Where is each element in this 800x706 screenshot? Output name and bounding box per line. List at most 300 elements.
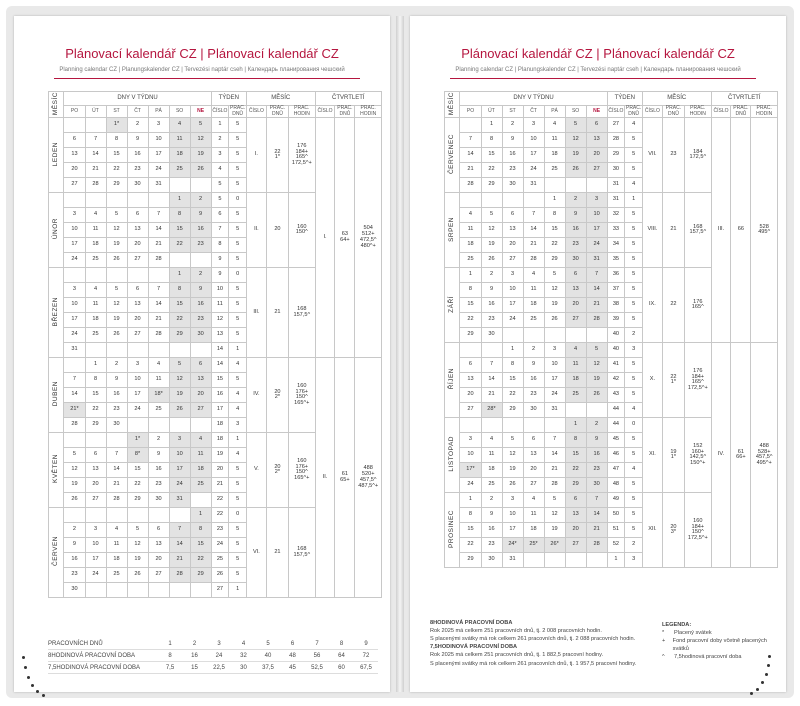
day-cell: 10	[127, 373, 148, 388]
week-workdays-cell: 5	[229, 538, 247, 553]
day-cell	[169, 178, 190, 193]
day-cell: 11	[544, 133, 565, 148]
day-cell: 9	[481, 508, 502, 523]
col-header-quarter-hours: PRAC. HODIN	[751, 106, 778, 118]
day-cell: 18	[85, 313, 106, 328]
day-cell: 17	[64, 313, 85, 328]
day-cell: 14	[148, 298, 169, 313]
day-cell: 3	[460, 433, 481, 448]
sunday-cell	[586, 178, 607, 193]
legend-item	[662, 629, 772, 637]
page-subtitle: Planning calendar CZ | Planungskalender CZ | Tervezési naptár cseh | Календарь планирования чешский	[455, 67, 741, 73]
month-name: KVĚTEN	[51, 454, 59, 484]
day-cell: 12	[565, 133, 586, 148]
day-cell: 7	[544, 433, 565, 448]
week-workdays-cell: 5	[625, 163, 643, 178]
week-workdays-cell: 5	[229, 118, 247, 133]
sunday-cell: 14	[586, 283, 607, 298]
day-cell: 27	[502, 253, 523, 268]
day-cell: 12	[169, 373, 190, 388]
week-number-cell: 23	[211, 523, 229, 538]
day-cell: 1	[481, 118, 502, 133]
week-workdays-cell: 5	[229, 463, 247, 478]
week-number-cell: 40	[607, 343, 625, 358]
day-cell: 3	[127, 358, 148, 373]
summary-value: 6	[290, 640, 295, 647]
week-number-cell: 19	[211, 448, 229, 463]
week-number-cell: 3	[211, 148, 229, 163]
day-cell: 26	[127, 568, 148, 583]
day-cell: 28	[148, 253, 169, 268]
day-cell: 1	[565, 418, 586, 433]
day-cell	[148, 583, 169, 598]
book-spine	[396, 16, 404, 692]
week-workdays-cell: 4	[625, 463, 643, 478]
day-cell: 22	[481, 163, 502, 178]
month-name-cell	[445, 493, 460, 568]
day-cell: 19	[64, 478, 85, 493]
day-cell: 10	[148, 133, 169, 148]
day-cell: 31	[502, 553, 523, 568]
day-cell: 24	[169, 478, 190, 493]
week-workdays-cell: 5	[625, 508, 643, 523]
day-cell: 28	[523, 253, 544, 268]
day-cell: 6	[502, 208, 523, 223]
day-cell: 9	[127, 133, 148, 148]
summary-values-days	[158, 641, 378, 647]
sunday-cell: 15	[190, 538, 211, 553]
month-hours-cell: 168 157,5^	[289, 508, 316, 598]
week-number-cell: 36	[607, 268, 625, 283]
day-cell: 23	[106, 403, 127, 418]
month-name: ŘÍJEN	[447, 368, 455, 390]
day-cell: 26	[502, 478, 523, 493]
quarter-number-cell: II.	[315, 358, 335, 598]
day-cell: 11	[85, 223, 106, 238]
day-cell: 14	[64, 388, 85, 403]
notes-line: S placenými svátky má rok celkem 261 pracovních dnů, tj. 1 957,5 pracovní hodiny.	[430, 660, 637, 667]
day-cell	[460, 418, 481, 433]
sunday-cell: 9	[190, 283, 211, 298]
week-number-cell: 40	[607, 328, 625, 343]
day-cell: 22	[85, 403, 106, 418]
calendar-week-row	[49, 118, 382, 133]
sunday-cell: 5	[586, 343, 607, 358]
day-cell: 25	[169, 163, 190, 178]
week-number-cell: 13	[211, 328, 229, 343]
day-cell: 10	[64, 223, 85, 238]
day-cell: 15	[169, 298, 190, 313]
day-cell: 26	[106, 328, 127, 343]
month-hours-cell: 160 150^	[289, 193, 316, 268]
week-number-cell: 44	[607, 418, 625, 433]
day-cell: 29	[460, 328, 481, 343]
day-cell: 19	[544, 298, 565, 313]
week-workdays-cell: 5	[625, 478, 643, 493]
day-cell: 11	[106, 538, 127, 553]
day-cell: 18	[106, 553, 127, 568]
working-time-notes	[430, 619, 660, 668]
week-number-cell: 2	[211, 133, 229, 148]
day-cell	[127, 193, 148, 208]
col-header-week-number: ČÍSLO	[211, 106, 229, 118]
week-number-cell: 39	[607, 313, 625, 328]
day-cell: 8	[460, 508, 481, 523]
day-cell: 11	[565, 358, 586, 373]
week-number-cell: 51	[607, 523, 625, 538]
sunday-cell: 14	[586, 508, 607, 523]
right-page	[410, 16, 786, 692]
notes-line: Rok 2025 má celkem 251 pracovních dnů, tj. 2 008 pracovních hodin.	[430, 628, 602, 635]
col-header-quarter-number: ČÍSLO	[315, 106, 335, 118]
day-cell: 20	[148, 553, 169, 568]
month-name-cell	[49, 433, 64, 508]
month-hours-cell: 152 160+ 142,5^ 150^+	[685, 418, 712, 493]
legend-symbol: *	[662, 630, 665, 637]
day-cell: 18	[460, 238, 481, 253]
notes-line: S placenými svátky má rok celkem 261 pracovních dnů, tj. 2 088 pracovních hodin.	[430, 636, 636, 643]
day-cell	[127, 508, 148, 523]
day-cell: 14	[169, 538, 190, 553]
day-cell: 17	[502, 298, 523, 313]
day-cell: 2	[64, 523, 85, 538]
day-cell: 7	[481, 358, 502, 373]
day-cell: 6	[523, 433, 544, 448]
binding-hole	[27, 676, 30, 679]
day-cell: 21	[148, 238, 169, 253]
day-cell: 2	[502, 118, 523, 133]
day-cell: 20	[127, 238, 148, 253]
sunday-cell: 24	[586, 238, 607, 253]
day-cell: 19	[544, 523, 565, 538]
day-cell: 22	[169, 313, 190, 328]
sunday-cell: 27	[190, 403, 211, 418]
week-workdays-cell: 5	[229, 553, 247, 568]
day-cell	[565, 403, 586, 418]
day-cell: 5	[64, 448, 85, 463]
quarter-workdays-cell: 61 65+	[335, 358, 355, 598]
day-cell: 22	[544, 238, 565, 253]
day-cell: 10	[169, 448, 190, 463]
day-cell: 23	[523, 388, 544, 403]
week-number-cell: 15	[211, 373, 229, 388]
day-cell	[85, 268, 106, 283]
day-cell: 24	[502, 313, 523, 328]
month-name: ČERVENEC	[447, 133, 455, 174]
day-cell: 19	[481, 238, 502, 253]
day-cell	[502, 418, 523, 433]
sunday-cell	[190, 418, 211, 433]
day-cell: 3	[64, 208, 85, 223]
month-hours-cell: 160 176+ 150^ 165^+	[289, 358, 316, 433]
day-cell: 20	[127, 313, 148, 328]
binding-hole	[767, 664, 770, 667]
sunday-cell: 6	[586, 118, 607, 133]
month-number-cell: VIII.	[642, 193, 662, 268]
weekday-header: PÁ	[148, 106, 169, 118]
holiday-cell: 1*	[106, 118, 127, 133]
day-cell: 10	[85, 538, 106, 553]
sunday-cell	[190, 343, 211, 358]
summary-row-days	[48, 638, 378, 650]
month-name: LEDEN	[51, 141, 59, 167]
sunday-cell: 9	[190, 208, 211, 223]
sunday-cell	[190, 583, 211, 598]
sunday-cell	[586, 328, 607, 343]
week-number-cell: 14	[211, 343, 229, 358]
day-cell: 1	[502, 343, 523, 358]
summary-label-8h: 8HODINOVÁ PRACOVNÍ DOBA	[48, 652, 136, 659]
day-cell: 1	[169, 193, 190, 208]
quarter-number-cell: III.	[711, 118, 731, 343]
month-workdays-cell: 22	[662, 268, 684, 343]
page-subtitle: Planning calendar CZ | Planungskalender CZ | Tervezési naptár cseh | Календарь планирования чешский	[59, 67, 345, 73]
week-workdays-cell: 5	[229, 313, 247, 328]
sunday-cell: 19	[586, 373, 607, 388]
sunday-cell: 27	[586, 163, 607, 178]
summary-values-8h	[158, 653, 378, 659]
month-hours-cell: 160 176+ 150^ 165^+	[289, 433, 316, 508]
day-cell: 6	[565, 268, 586, 283]
binding-hole	[36, 690, 39, 693]
week-number-cell: 11	[211, 298, 229, 313]
weekday-header: NE	[190, 106, 211, 118]
sunday-cell: 7	[586, 493, 607, 508]
week-number-cell: 50	[607, 508, 625, 523]
week-workdays-cell: 5	[625, 313, 643, 328]
sunday-cell	[586, 553, 607, 568]
week-workdays-cell: 0	[229, 193, 247, 208]
summary-value: 5	[266, 640, 270, 647]
weekday-header: PO	[460, 106, 481, 118]
weekday-header: ÚT	[85, 106, 106, 118]
sunday-cell: 2	[190, 268, 211, 283]
quarter-hours-cell: 504 512+ 472,5^ 480^+	[355, 118, 382, 358]
col-header-month-number: ČÍSLO	[246, 106, 266, 118]
week-workdays-cell: 5	[229, 178, 247, 193]
day-cell: 18	[523, 523, 544, 538]
week-number-cell: 5	[211, 193, 229, 208]
quarter-hours-cell: 488 528+ 457,5^ 495^+	[751, 343, 778, 568]
day-cell: 18	[85, 238, 106, 253]
col-header-quarter-days: PRAC. DNŮ	[335, 106, 355, 118]
binding-hole	[765, 673, 768, 676]
binding-hole	[768, 655, 771, 658]
summary-value: 67,5	[360, 664, 372, 671]
day-cell: 9	[565, 208, 586, 223]
holiday-cell: 8*	[127, 448, 148, 463]
day-cell: 4	[85, 283, 106, 298]
day-cell: 9	[502, 133, 523, 148]
day-cell: 30	[481, 553, 502, 568]
day-cell: 24	[148, 163, 169, 178]
day-cell: 3	[544, 343, 565, 358]
day-cell: 10	[64, 298, 85, 313]
month-name: ZÁŘÍ	[447, 295, 455, 313]
month-number-cell: IV.	[246, 358, 266, 433]
day-cell: 13	[502, 223, 523, 238]
day-cell: 14	[85, 148, 106, 163]
day-cell: 23	[148, 478, 169, 493]
weekday-header: SO	[565, 106, 586, 118]
day-cell: 18	[544, 148, 565, 163]
day-cell: 5	[544, 493, 565, 508]
day-cell: 26	[481, 253, 502, 268]
day-cell: 13	[127, 298, 148, 313]
day-cell: 28	[544, 478, 565, 493]
day-cell: 19	[106, 313, 127, 328]
day-cell	[64, 193, 85, 208]
header-month-summary: MĚSÍC	[246, 92, 315, 106]
week-number-cell: 37	[607, 283, 625, 298]
month-name-cell	[49, 508, 64, 598]
week-workdays-cell: 1	[229, 433, 247, 448]
day-cell: 30	[481, 328, 502, 343]
day-cell: 25	[544, 163, 565, 178]
calendar-table-left	[48, 91, 382, 598]
day-cell: 16	[481, 523, 502, 538]
page-title: Plánovací kalendář CZ | Plánovací kalendář CZ	[461, 46, 735, 61]
week-workdays-cell: 2	[625, 328, 643, 343]
week-workdays-cell: 4	[229, 403, 247, 418]
week-workdays-cell: 5	[229, 283, 247, 298]
day-cell: 3	[502, 268, 523, 283]
day-cell: 25	[148, 403, 169, 418]
sunday-cell: 28	[586, 538, 607, 553]
day-cell	[85, 193, 106, 208]
sunday-cell: 22	[190, 553, 211, 568]
day-cell: 3	[169, 433, 190, 448]
weekday-header: SO	[169, 106, 190, 118]
day-cell: 27	[64, 178, 85, 193]
day-cell: 30	[523, 403, 544, 418]
day-cell	[148, 343, 169, 358]
day-cell	[523, 553, 544, 568]
day-cell: 15	[169, 223, 190, 238]
day-cell: 15	[106, 148, 127, 163]
day-cell	[460, 343, 481, 358]
day-cell: 13	[85, 463, 106, 478]
day-cell	[169, 583, 190, 598]
day-cell: 31	[64, 343, 85, 358]
week-workdays-cell: 5	[625, 433, 643, 448]
header-weekdays: DNY V TÝDNU	[460, 92, 607, 106]
day-cell	[85, 433, 106, 448]
day-cell: 4	[523, 493, 544, 508]
holiday-cell: 21*	[64, 403, 85, 418]
day-cell: 20	[565, 298, 586, 313]
day-cell: 2	[481, 493, 502, 508]
summary-value: 7,5	[165, 664, 175, 671]
day-cell	[127, 418, 148, 433]
hours-summary-table	[48, 638, 378, 674]
day-cell: 22	[106, 163, 127, 178]
week-workdays-cell: 5	[229, 133, 247, 148]
sunday-cell: 17	[586, 223, 607, 238]
legend	[662, 621, 772, 662]
day-cell: 14	[148, 223, 169, 238]
notes-heading-8h: 8HODINOVÁ PRACOVNÍ DOBA	[430, 620, 513, 626]
summary-value: 7	[315, 640, 319, 647]
legend-item	[662, 653, 772, 661]
day-cell: 12	[544, 283, 565, 298]
week-workdays-cell: 5	[625, 133, 643, 148]
day-cell: 27	[148, 568, 169, 583]
day-cell: 13	[127, 223, 148, 238]
month-name: DUBEN	[51, 381, 59, 407]
week-workdays-cell: 5	[229, 493, 247, 508]
left-page	[14, 16, 390, 692]
notes-line: Rok 2025 má celkem 251 pracovních dnů, tj. 1 882,5 pracovní hodiny.	[430, 652, 604, 659]
day-cell: 18	[481, 463, 502, 478]
day-cell: 22	[565, 463, 586, 478]
day-cell: 14	[481, 373, 502, 388]
day-cell: 4	[169, 118, 190, 133]
day-cell: 16	[502, 148, 523, 163]
day-cell: 22	[502, 388, 523, 403]
sunday-cell: 12	[190, 133, 211, 148]
month-name: ČERVEN	[51, 536, 59, 567]
day-cell: 13	[565, 283, 586, 298]
calendar-table-right	[444, 91, 778, 568]
week-workdays-cell: 5	[625, 298, 643, 313]
day-cell: 31	[169, 493, 190, 508]
week-number-cell: 4	[211, 163, 229, 178]
week-workdays-cell: 5	[229, 148, 247, 163]
quarter-hours-cell: 488 520+ 457,5^ 487,5^+	[355, 358, 382, 598]
day-cell: 17	[85, 553, 106, 568]
day-cell: 6	[127, 283, 148, 298]
week-number-cell: 5	[211, 178, 229, 193]
day-cell: 28	[64, 418, 85, 433]
month-name: PROSINEC	[447, 509, 455, 548]
quarter-number-cell: IV.	[711, 343, 731, 568]
day-cell: 25	[85, 253, 106, 268]
month-name-cell	[49, 358, 64, 433]
summary-value: 72	[362, 652, 370, 659]
week-number-cell: 22	[211, 493, 229, 508]
day-cell: 2	[565, 193, 586, 208]
weekday-header: ST	[502, 106, 523, 118]
sunday-cell: 16	[586, 448, 607, 463]
month-name-cell	[445, 343, 460, 418]
month-hours-cell: 176 165^	[685, 268, 712, 343]
summary-row-8h	[48, 650, 378, 662]
week-workdays-cell: 3	[625, 553, 643, 568]
day-cell: 6	[85, 448, 106, 463]
day-cell: 23	[481, 538, 502, 553]
summary-value: 2	[192, 640, 197, 647]
calendar-week-row	[445, 118, 778, 133]
legend-text: 7,5hodinová pracovní doba	[674, 654, 742, 661]
day-cell: 27	[565, 313, 586, 328]
week-workdays-cell: 5	[229, 223, 247, 238]
title-rule	[54, 78, 360, 79]
week-workdays-cell: 4	[229, 358, 247, 373]
day-cell	[106, 583, 127, 598]
month-name: SRPEN	[447, 216, 455, 242]
day-cell: 4	[523, 268, 544, 283]
week-number-cell: 24	[211, 538, 229, 553]
day-cell: 16	[106, 388, 127, 403]
week-number-cell: 10	[211, 283, 229, 298]
day-cell: 15	[481, 148, 502, 163]
day-cell: 5	[127, 523, 148, 538]
week-number-cell: 28	[607, 133, 625, 148]
week-workdays-cell: 5	[625, 223, 643, 238]
day-cell: 17	[148, 148, 169, 163]
week-workdays-cell: 1	[229, 343, 247, 358]
